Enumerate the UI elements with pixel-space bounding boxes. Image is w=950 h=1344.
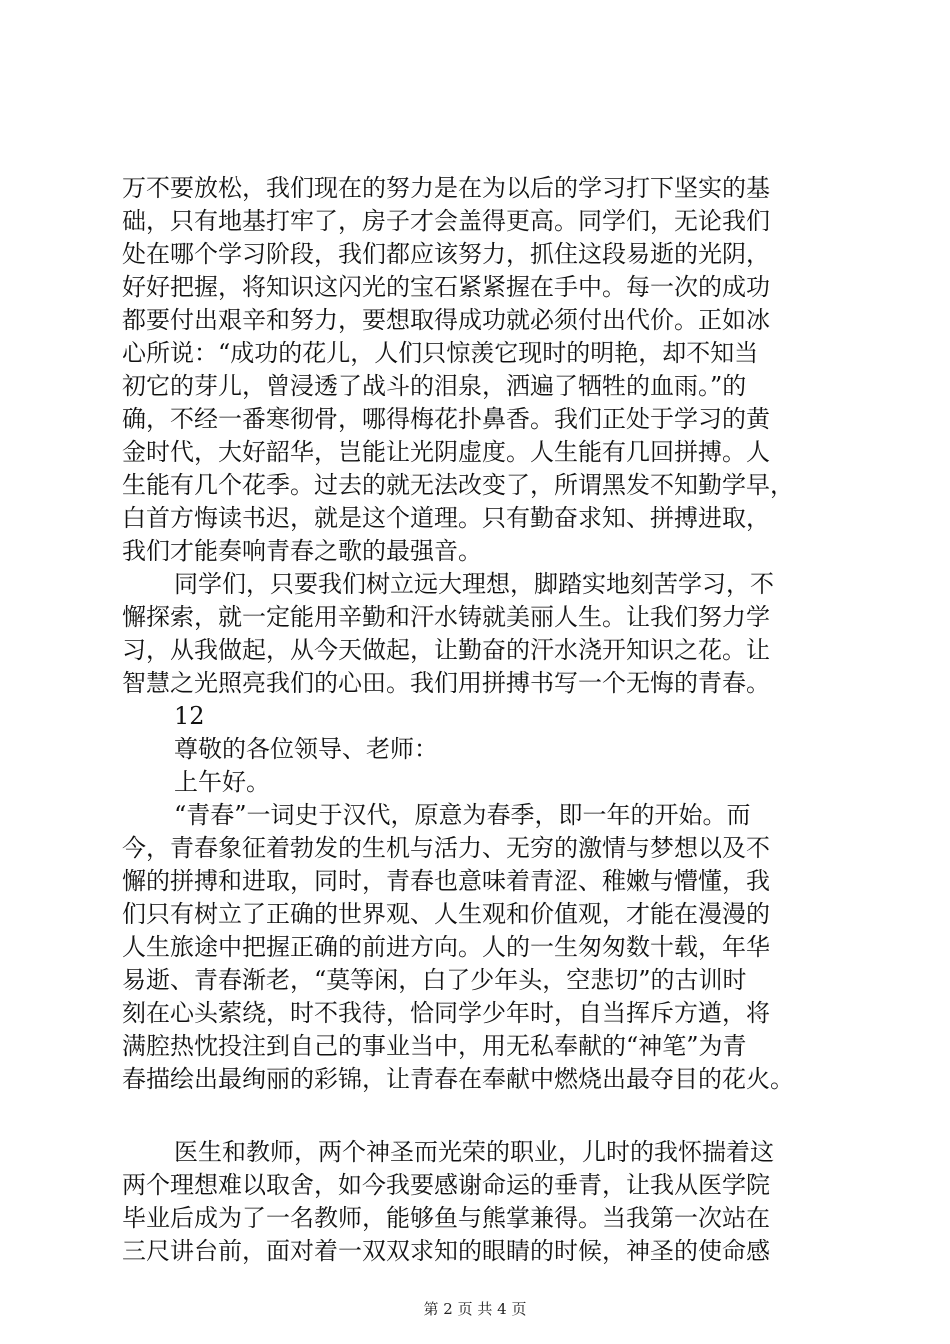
paragraph-line: 智慧之光照亮我们的心田。我们用拼搏书写一个无悔的青春。 <box>122 669 770 697</box>
paragraph-line: 白首方悔读书迟，就是这个道理。只有勤奋求知、拼搏进取， <box>122 504 770 532</box>
paragraph-line: 心所说：“成功的花儿，人们只惊羡它现时的明艳，却不知当 <box>122 339 759 367</box>
salutation: 尊敬的各位领导、老师： <box>174 735 438 763</box>
paragraph-line: 确，不经一番寒彻骨，哪得梅花扑鼻香。我们正处于学习的黄 <box>122 405 770 433</box>
body-text <box>122 172 842 1268</box>
section-number: 12 <box>174 702 205 730</box>
paragraph-line: 两个理想难以取舍，如今我要感谢命运的垂青，让我从医学院 <box>122 1171 770 1199</box>
paragraph-spacer <box>122 1096 842 1136</box>
paragraph-line: 都要付出艰辛和努力，要想取得成功就必须付出代价。正如冰 <box>122 306 770 334</box>
greeting: 上午好。 <box>174 768 270 796</box>
paragraph-line: 今，青春象征着勃发的生机与活力、无穷的激情与梦想以及不 <box>122 834 770 862</box>
paragraph-line: 万不要放松，我们现在的努力是在为以后的学习打下坚实的基 <box>122 174 770 202</box>
paragraph-line: 我们才能奏响青春之歌的最强音。 <box>122 537 482 565</box>
paragraph-line: 好好把握，将知识这闪光的宝石紧紧握在手中。每一次的成功 <box>122 273 770 301</box>
paragraph-line: 础，只有地基打牢了，房子才会盖得更高。同学们，无论我们 <box>122 207 770 235</box>
paragraph-line: 毕业后成为了一名教师，能够鱼与熊掌兼得。当我第一次站在 <box>122 1204 770 1232</box>
paragraph-line: 医生和教师，两个神圣而光荣的职业，儿时的我怀揣着这 <box>174 1138 774 1166</box>
paragraph-line: 春描绘出最绚丽的彩锦，让青春在奉献中燃烧出最夺目的花火。 <box>122 1065 794 1093</box>
paragraph-line: 满腔热忱投注到自己的事业当中，用无私奉献的“神笔”为青 <box>122 1032 747 1060</box>
paragraph-line: 处在哪个学习阶段，我们都应该努力，抓住这段易逝的光阴， <box>122 240 770 268</box>
paragraph-line: 同学们，只要我们树立远大理想，脚踏实地刻苦学习，不 <box>174 570 774 598</box>
paragraph-line: 懈探索，就一定能用辛勤和汗水铸就美丽人生。让我们努力学 <box>122 603 770 631</box>
paragraph-line: 金时代，大好韶华，岂能让光阴虚度。人生能有几回拼搏。人 <box>122 438 770 466</box>
paragraph-line: 三尺讲台前，面对着一双双求知的眼睛的时候，神圣的使命感 <box>122 1237 770 1265</box>
paragraph-line: 生能有几个花季。过去的就无法改变了，所谓黑发不知勤学早， <box>122 471 794 499</box>
paragraph-line: 们只有树立了正确的世界观、人生观和价值观，才能在漫漫的 <box>122 900 770 928</box>
paragraph-line: “青春”一词史于汉代，原意为春季，即一年的开始。而 <box>174 801 751 829</box>
paragraph-line: 易逝、青春渐老，“莫等闲，白了少年头，空悲切”的古训时 <box>122 966 747 994</box>
paragraph-line: 初它的芽儿，曾浸透了战斗的泪泉，洒遍了牺牲的血雨。”的 <box>122 372 747 400</box>
paragraph-line: 习，从我做起，从今天做起，让勤奋的汗水浇开知识之花。让 <box>122 636 770 664</box>
paragraph-line: 懈的拼搏和进取，同时，青春也意味着青涩、稚嫩与懵懂，我 <box>122 867 770 895</box>
paragraph-line: 刻在心头萦绕，时不我待，恰同学少年时，自当挥斥方遒，将 <box>122 999 770 1027</box>
paragraph-line: 人生旅途中把握正确的前进方向。人的一生匆匆数十载，年华 <box>122 933 770 961</box>
page-footer: 第 2 页 共 4 页 <box>423 1300 527 1318</box>
